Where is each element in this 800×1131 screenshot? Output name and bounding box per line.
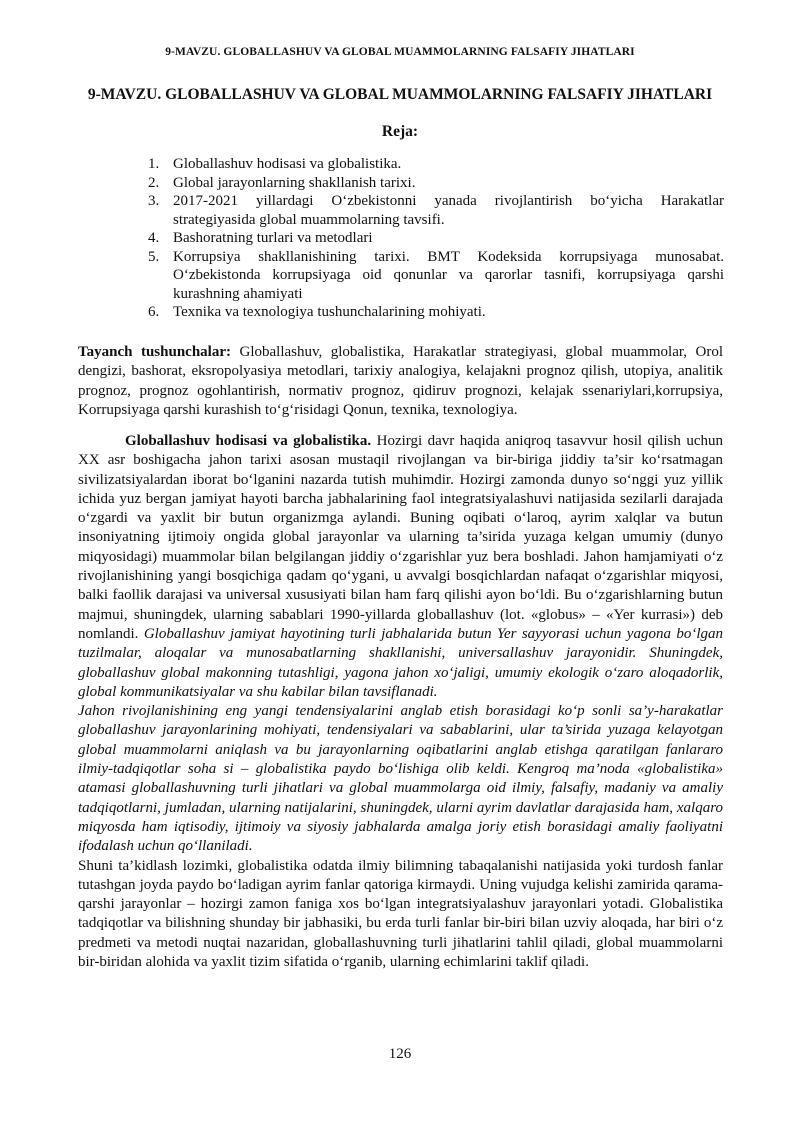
list-item-text: Korrupsiya shakllanishining tarixi. BMT Kodeksida korrupsiyaga munosabat. O‘zbekistonda korrupsiyaga oid qonunlar va qarorlar tasnifi, korrupsiyaga qarshi kurashning ahamiyati (173, 248, 724, 302)
list-item (128, 248, 724, 304)
body-paragraph-2 (78, 702, 723, 856)
list-item (128, 303, 724, 322)
list-item-number: 6. (148, 304, 160, 320)
key-concepts-text: Globallashuv, globalistika, Harakatlar strategiyasi, global muammolar, Orol dengizi, bashorat, eksropolyasiya metodlari, tarixiy analogiya, kelajakni prognoz qilish, utopiya, analitik prognoz, prognoz ogohlantirish, normativ prognoz, qidiruv prognozi, kelajak ssenariylari,korrupsiya, Korrupsiyaga qarshi kurashish to‘g‘risidagi Qonun, texnika, texnologiya. (78, 344, 723, 419)
section-heading: Globallashuv hodisasi va globalistika. (125, 433, 372, 449)
key-concepts-label: Tayanch tushunchalar: (78, 344, 231, 360)
key-concepts-paragraph (78, 343, 723, 421)
plan-list (128, 155, 724, 322)
paragraph-text: Jahon rivojlanishining eng yangi tendensiyalarini anglab etish borasidagi ko‘p sonli sa’y-harakatlar globallashuv jarayonlarining mohiyati, tendensiyalari va sabablarini, ular ta’sirida yuzaga kelayotgan global muammolarni aniqlash va bu jarayonlarning oqibatlarini anglab etishga qaratilgan fanlararo ilmiy-tadqiqotlar soha si – globalistika paydo bo‘lishiga olib keldi. Kengroq ma’noda «globalistika» atamasi globallashuvning turli jihatlari va global muammolarga oid ilmiy, falsafiy, madaniy va amaliy tadqiqotlarni, jumladan, ularning natijalarini, shuningdek, ularni ayrim davlatlar darajasida ham, xalqaro miqyosda ham iqtisodiy, ijtimoiy va siyosiy jabhalarda amalga joriy etish borasidagi amaliy faoliyatni ifodalash uchun qo‘llaniladi. (78, 703, 723, 855)
body-text (78, 432, 723, 972)
list-item-text: Bashoratning turlari va metodlari (173, 230, 373, 246)
body-paragraph-3: Shuni ta’kidlash lozimki, globalistika odatda ilmiy bilimning tabaqalanishi natijasida yoki turdosh fanlar tutashgan joyda paydo bo‘ladigan ayrim fanlar qatoriga kirmaydi. Uning vujudga kelishi zamirida qarama-qarshi jarayonlar – hozirgi zamon faniga xos bo‘lgan integratsiyalashuv jarayonlari yotadi. Globalistika tadqiqotlar va bilishning shunday bir jabhasiki, bu erda turli fanlar bir-biri bilan uzviy aloqada, har biri o‘z predmeti va metodi nuqtai nazaridan, globallashuvning turli jihatlarini tahlil qiladi, global muammolarni bir-biridan alohida va yaxlit tizim sifatida o‘rganib, ularning echimlarini taklif qiladi. (78, 857, 723, 971)
paragraph-text: Hozirgi davr haqida aniqroq tasavvur hosil qilish uchun XX asr boshigacha jahon tarixi asosan mustaqil rivojlangan va bir-biriga jiddiy ta’sir ko‘rsatmagan sivilizatsiyalardan iborat bo‘lganini nazarda tutish muhimdir. Hozirgi zamonda dunyo so‘nggi yuz yillik ichida yuz bergan jamiyat hayoti barcha jabhalarining faol integratsiyalashuvi natijasida sezilarli darajada o‘zgardi va yaxlit bir butun organizmga aylandi. Buning oqibati o‘laroq, ayrim xalqlar va butun insoniyatning ijtimoiy ongida global jarayonlar va ularning ta’sirida yuzaga kelgan umumiy (dunyo miqyosidagi) muammolar bilan belgilangan jiddiy o‘zgarishlar yuz bera boshladi. Jahon hamjamiyati o‘z rivojlanishining yangi bosqichiga qadam qo‘ygani, u avvalgi bosqichlardan nafaqat o‘zgarishlar miqyosi, balki faollik darajasi va universal xususiyati bilan ham farq qilishi ayon bo‘ldi. Bu o‘zgarishlarning butun majmui, shuningdek, ularning sabablari 1990-yillarda globallashuv (lot. «globus» – «Yer kurrasi») deb nomlandi. (78, 433, 723, 642)
page-title: 9-MAVZU. GLOBALLASHUV VA GLOBAL MUAMMOLARNING FALSAFIY JIHATLARI (87, 86, 713, 103)
plan-heading: Reja: (381, 123, 419, 140)
list-item-text: Texnika va texnologiya tushunchalarining mohiyati. (173, 304, 486, 320)
list-item-number: 5. (148, 248, 160, 265)
list-item-number: 1. (148, 156, 160, 172)
list-item-text: 2017-2021 yillardagi O‘zbekistonni yanada rivojlantirish bo‘yicha Harakatlar strategiyasida global muammolarning tavsifi. (173, 193, 724, 228)
page-number: 126 (388, 1046, 412, 1062)
list-item (128, 192, 724, 229)
list-item-number: 4. (148, 230, 160, 246)
running-header: 9-MAVZU. GLOBALLASHUV VA GLOBAL MUAMMOLARNING FALSAFIY JIHATLARI (165, 46, 635, 58)
list-item-number: 2. (148, 174, 160, 191)
list-item (128, 155, 724, 174)
list-item (128, 229, 724, 248)
list-item-text: Global jarayonlarning shakllanish tarixi. (173, 174, 416, 191)
list-item (128, 174, 724, 193)
definition-text: Globallashuv jamiyat hayotining turli jabhalarida butun Yer sayyorasi uchun yagona bo‘lgan tuzilmalar, aloqalar va munosabatlarning shakllanishi, universallashuv jarayonidir. Shuningdek, globallashuv global makonning tutashligi, yagona jahon xo‘jaligi, umumiy ekologik o‘zaro aloqadorlik, global kommunikatsiyalar va shu kabilar bilan tavsiflanadi. (78, 625, 723, 700)
body-paragraph-1 (78, 432, 723, 702)
list-item-text: Globallashuv hodisasi va globalistika. (173, 156, 402, 172)
list-item-number: 3. (148, 193, 160, 209)
